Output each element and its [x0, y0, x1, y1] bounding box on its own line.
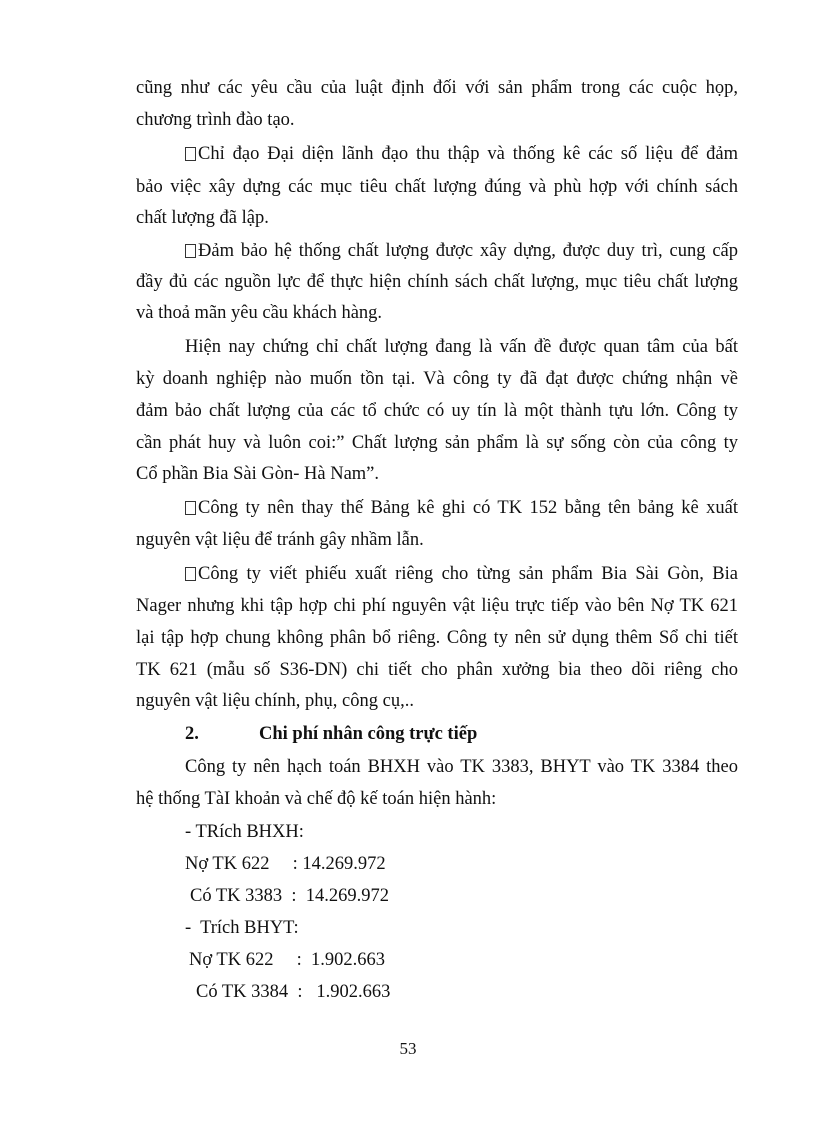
- text-line: TK 621 (mẫu số S36-DN) chi tiết cho phân xưởng bia theo dõi riêng cho: [136, 660, 738, 680]
- text-line: bảo việc xây dựng các mục tiêu chất lượng đúng và phù hợp với chính sách: [136, 177, 738, 197]
- text-line: cần phát huy và luôn coi:” Chất lượng sản phẩm là sự sống còn của công ty: [136, 433, 738, 453]
- bullet-box-icon: [185, 501, 196, 515]
- text-line: nguyên vật liệu để tránh gây nhầm lẫn.: [136, 530, 424, 550]
- entry-line: Nợ TK 622 : 1.902.663: [189, 950, 385, 970]
- text-line: chương trình đào tạo.: [136, 110, 295, 130]
- bullet-box-icon: [185, 244, 196, 258]
- section-title: Chi phí nhân công trực tiếp: [259, 724, 478, 744]
- entry-line: Có TK 3384 : 1.902.663: [196, 982, 391, 1002]
- bullet-line: [185, 142, 738, 166]
- text-line: Hiện nay chứng chỉ chất lượng đang là vấn đề được quan tâm của bất: [185, 337, 738, 357]
- bullet-text: Chỉ đạo Đại diện lãnh đạo thu thập và thống kê các số liệu để đảm: [198, 144, 738, 164]
- entry-line: Có TK 3383 : 14.269.972: [190, 886, 390, 906]
- bullet-line: [185, 496, 738, 520]
- text-line: Công ty nên hạch toán BHXH vào TK 3383, BHYT vào TK 3384 theo: [185, 757, 738, 777]
- text-line: lại tập hợp chung không phân bổ riêng. Công ty nên sử dụng thêm Sổ chi tiết: [136, 628, 738, 648]
- bullet-text: Công ty viết phiếu xuất riêng cho từng sản phẩm Bia Sài Gòn, Bia: [198, 564, 738, 584]
- entry-line: - Trích BHYT:: [185, 918, 299, 938]
- bullet-line: [185, 239, 738, 263]
- text-line: hệ thống TàI khoản và chế độ kế toán hiện hành:: [136, 789, 497, 809]
- text-line: Cổ phần Bia Sài Gòn- Hà Nam”.: [136, 464, 380, 484]
- text-line: chất lượng đã lập.: [136, 208, 269, 228]
- entry-line: Nợ TK 622 : 14.269.972: [185, 854, 386, 874]
- text-line: cũng như các yêu cầu của luật định đối với sản phẩm trong các cuộc họp,: [136, 78, 738, 98]
- page-number: 53: [399, 1039, 417, 1058]
- bullet-box-icon: [185, 567, 196, 581]
- bullet-text: Công ty nên thay thế Bảng kê ghi có TK 152 bằng tên bảng kê xuất: [198, 498, 738, 518]
- text-line: và thoả mãn yêu cầu khách hàng.: [136, 303, 383, 323]
- text-line: nguyên vật liệu chính, phụ, công cụ,..: [136, 691, 414, 711]
- text-line: kỳ doanh nghiệp nào muốn tồn tại. Và công ty đã đạt được chứng nhận về: [136, 369, 738, 389]
- bullet-text: Đảm bảo hệ thống chất lượng được xây dựng, được duy trì, cung cấp: [198, 241, 738, 261]
- text-line: đầy đủ các nguồn lực để thực hiện chính sách chất lượng, mục tiêu chất lượng: [136, 272, 738, 292]
- bullet-line: [185, 562, 738, 586]
- section-heading: [185, 722, 477, 746]
- text-line: Nager nhưng khi tập hợp chi phí nguyên vật liệu trực tiếp vào bên Nợ TK 621: [136, 596, 738, 616]
- text-line: đảm bảo chất lượng của các tổ chức có uy tín là một thành tựu lớn. Công ty: [136, 401, 738, 421]
- entry-line: - TRích BHXH:: [185, 822, 304, 842]
- section-number: 2.: [185, 724, 199, 744]
- bullet-box-icon: [185, 147, 196, 161]
